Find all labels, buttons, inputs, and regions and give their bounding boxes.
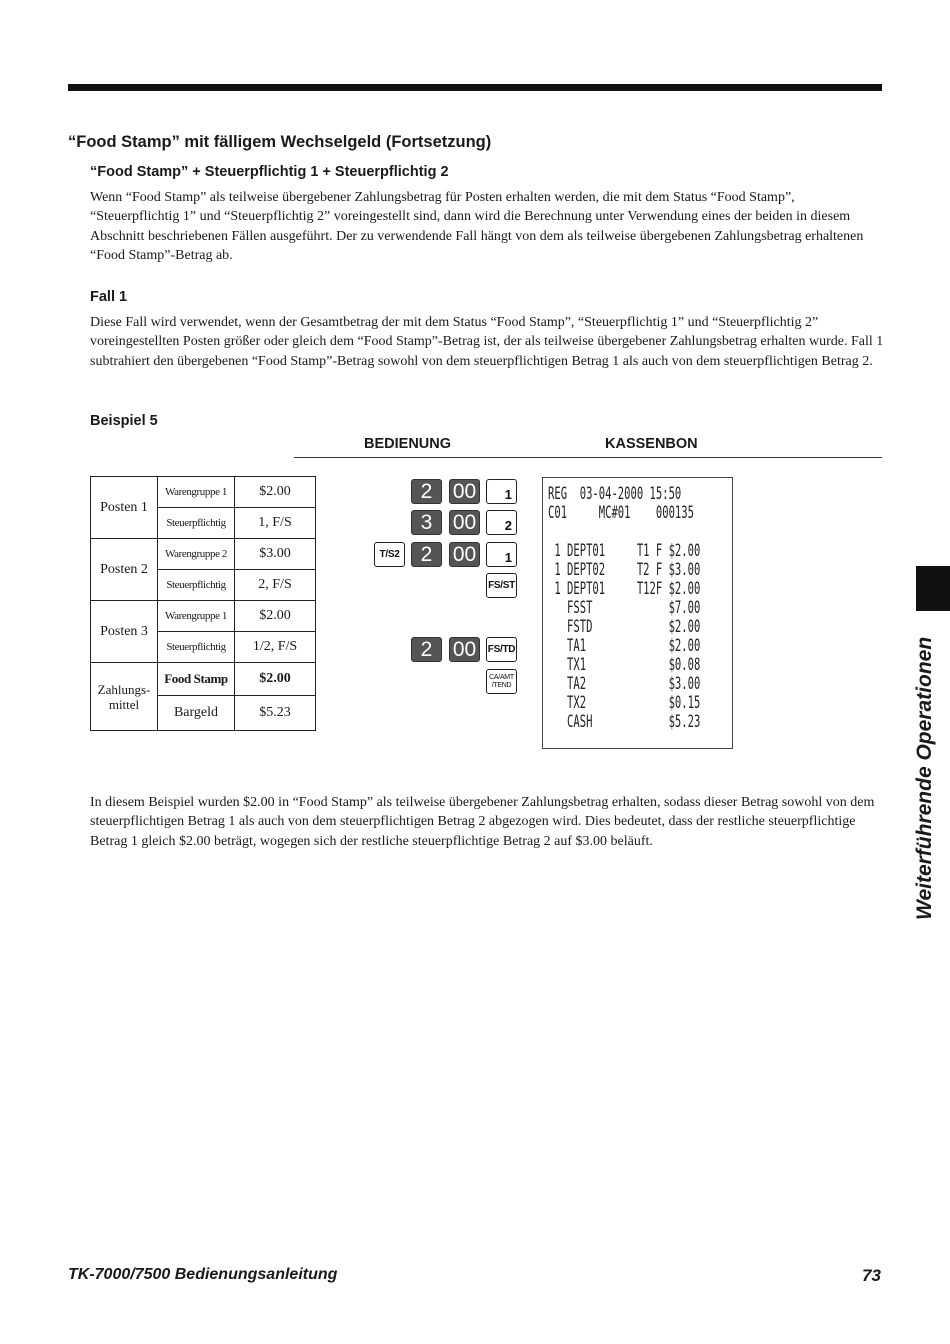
receipt-line: 1 DEPT02 T2 F $3.00 (548, 560, 701, 580)
department-key: 1 (486, 479, 517, 504)
tax-status-2-key: T/S2 (374, 542, 405, 567)
payment-label-line2: mittel (108, 696, 140, 712)
receipt-line: C01 MC#01 000135 (548, 503, 694, 523)
payment-label-line1: Zahlungs- (97, 681, 151, 697)
tax-label: Steuerpflichtig (158, 632, 235, 663)
table-row (91, 477, 316, 508)
numeric-key: 00 (449, 542, 480, 567)
receipt-line: FSTD $2.00 (548, 617, 701, 637)
dept-value: $3.00 (235, 539, 316, 570)
table-row (91, 663, 316, 696)
receipt (542, 477, 733, 749)
receipt-line: TA2 $3.00 (548, 674, 701, 694)
payment-label (91, 663, 158, 731)
receipt-line: REG 03-04-2000 15:50 (548, 484, 682, 504)
food-stamp-subtotal-key: FS/ST (486, 573, 517, 598)
cash-label: Bargeld (158, 696, 235, 731)
tax-value: 1, F/S (235, 508, 316, 539)
case-paragraph: Diese Fall wird verwendet, wenn der Gesamtbetrag der mit dem Status “Food Stamp”, “Steuerpflichtig 1” und “Steuerpflichtig 2” voreingestellten Posten größer oder gleich dem “Food Stamp”-Betrag ist, der als teilweise übergebener Zahlungsbetrag erhalten wurde. Fall 1 subtrahiert den übergebenen “Food Stamp”-Betrag sowohl von dem steuerpflichtigen Betrag 1 als auch von dem steuerpflichtigen Betrag 2. (90, 315, 884, 369)
receipt-line: 1 DEPT01 T12F $2.00 (548, 579, 701, 599)
chapter-side-label: Weiterführende Operationen (913, 636, 936, 920)
receipt-line: FSST $7.00 (548, 598, 701, 618)
case-title: Fall 1 (90, 289, 128, 305)
item-label: Posten 3 (91, 601, 158, 663)
tax-value: 2, F/S (235, 570, 316, 601)
numeric-key: 2 (411, 542, 442, 567)
dept-label: Warengruppe 2 (158, 539, 235, 570)
numeric-key: 2 (411, 479, 442, 504)
item-label: Posten 1 (91, 477, 158, 539)
receipt-line: TX1 $0.08 (548, 655, 701, 675)
subsection-title: “Food Stamp” + Steuerpflichtig 1 + Steuerpflichtig 2 (90, 164, 449, 180)
top-rule (68, 84, 882, 91)
receipt-column-header: KASSENBON (605, 436, 698, 452)
dept-value: $2.00 (235, 477, 316, 508)
dept-label: Warengruppe 1 (158, 477, 235, 508)
food-stamp-label: Food Stamp (158, 663, 235, 696)
chapter-tab (916, 566, 950, 611)
cash-tender-key-top: CA/AMT (489, 673, 514, 681)
food-stamp-value: $2.00 (235, 663, 316, 696)
example-title: Beispiel 5 (90, 413, 158, 429)
department-key: 1 (486, 542, 517, 567)
food-stamp-tender-key: FS/TD (486, 637, 517, 662)
header-rule (294, 457, 882, 458)
dept-value: $2.00 (235, 601, 316, 632)
dept-label: Warengruppe 1 (158, 601, 235, 632)
table-row (91, 539, 316, 570)
numeric-key: 2 (411, 637, 442, 662)
section-title: “Food Stamp” mit fälligem Wechselgeld (Fortsetzung) (68, 133, 492, 151)
item-label: Posten 2 (91, 539, 158, 601)
conclusion-paragraph: In diesem Beispiel wurden $2.00 in “Food Stamp” als teilweise übergebener Zahlungsbetrag erhalten, sodass dieser Betrag sowohl von dem steuerpflichtigen Betrag 1 als auch von dem steuerpflichtigen Betrag 2 abgezogen wird. Dies bedeutet, dass der restliche steuerpflichtige Betrag 1 gleich $2.00 beträgt, wogegen sich der restliche steuerpflichtige Betrag 2 auf $3.00 beläuft. (90, 795, 875, 849)
items-table (90, 476, 316, 731)
page-number: 73 (862, 1266, 881, 1285)
numeric-key: 00 (449, 479, 480, 504)
numeric-key: 00 (449, 637, 480, 662)
receipt-line: TX2 $0.15 (548, 693, 701, 713)
table-row (91, 601, 316, 632)
numeric-key: 00 (449, 510, 480, 535)
tax-label: Steuerpflichtig (158, 570, 235, 601)
tax-value: 1/2, F/S (235, 632, 316, 663)
receipt-line: 1 DEPT01 T1 F $2.00 (548, 541, 701, 561)
department-key: 2 (486, 510, 517, 535)
receipt-line: TA1 $2.00 (548, 636, 701, 656)
tax-label: Steuerpflichtig (158, 508, 235, 539)
cash-value: $5.23 (235, 696, 316, 731)
numeric-key: 3 (411, 510, 442, 535)
receipt-line: CASH $5.23 (548, 712, 701, 732)
cash-tender-key (486, 669, 517, 694)
operation-column-header: BEDIENUNG (364, 436, 452, 452)
footer-title: TK-7000/7500 Bedienungsanleitung (68, 1266, 338, 1283)
cash-tender-key-bottom: /TEND (491, 681, 512, 689)
intro-paragraph: Wenn “Food Stamp” als teilweise übergebener Zahlungsbetrag für Posten erhalten werden, die mit dem Status “Food Stamp”, “Steuerpflichtig 1” und “Steuerpflichtig 2” voreingestellt sind, dann wird die Berechnung unter Verwendung eines der beiden in diesem Abschnitt beschriebenen Fällen ausgeführt. Der zu verwendende Fall hängt von dem als teilweise übergebenen Zahlungsbetrag erhaltenen “Food Stamp”-Betrag ab. (90, 190, 864, 263)
